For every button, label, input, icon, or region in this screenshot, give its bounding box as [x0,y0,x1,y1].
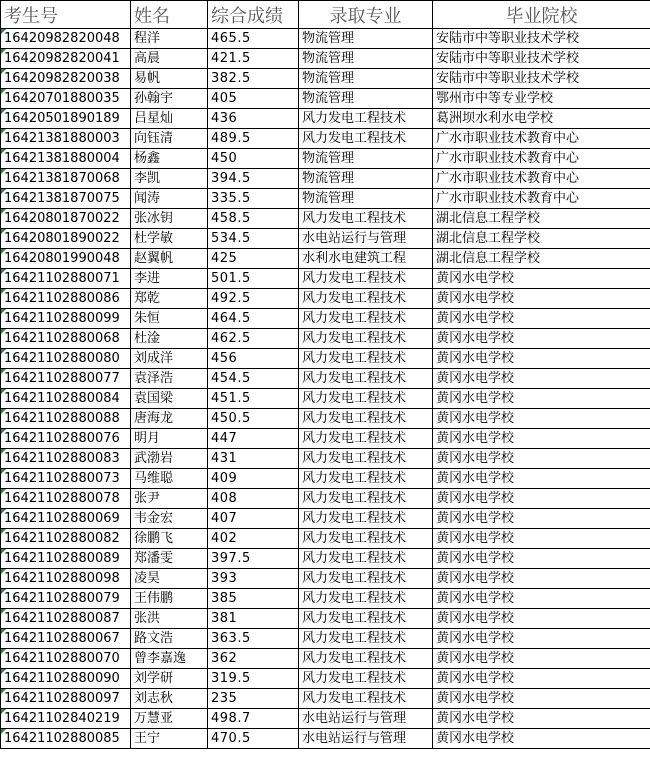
score-cell[interactable]: 489.5 [208,129,299,149]
major-cell[interactable]: 风力发电工程技术 [299,549,433,569]
name-cell[interactable]: 吕星灿 [131,109,208,129]
table-row[interactable] [1,309,650,329]
school-cell[interactable]: 广水市职业技术教育中心 [433,149,650,169]
score-cell[interactable]: 465.5 [208,29,299,49]
major-cell[interactable]: 水利水电建筑工程 [299,249,433,269]
school-cell[interactable]: 广水市职业技术教育中心 [433,189,650,209]
table-row[interactable] [1,609,650,629]
header-school: 毕业院校 [433,1,650,29]
school-cell[interactable]: 广水市职业技术教育中心 [433,129,650,149]
table-row[interactable] [1,229,650,249]
table-row[interactable] [1,709,650,729]
name-cell[interactable]: 徐鹏飞 [131,529,208,549]
score-cell[interactable]: 451.5 [208,389,299,409]
score-cell[interactable]: 436 [208,109,299,129]
exam-id-cell[interactable]: 16421102880083 [1,449,131,469]
school-cell[interactable]: 安陆市中等职业技术学校 [433,29,650,49]
score-cell[interactable]: 470.5 [208,729,299,749]
major-cell[interactable]: 风力发电工程技术 [299,589,433,609]
score-cell[interactable]: 447 [208,429,299,449]
table-row[interactable] [1,569,650,589]
exam-id-cell[interactable]: 16420801890022 [1,229,131,249]
table-row[interactable] [1,649,650,669]
exam-id-cell[interactable]: 16421102880073 [1,469,131,489]
exam-id-cell[interactable]: 16421102880076 [1,429,131,449]
score-cell[interactable]: 421.5 [208,49,299,69]
exam-id-cell[interactable]: 16421102880087 [1,609,131,629]
name-cell[interactable]: 李进 [131,269,208,289]
header-row [1,1,650,29]
name-cell[interactable]: 张尹 [131,489,208,509]
table-row[interactable] [1,189,650,209]
score-cell[interactable]: 381 [208,609,299,629]
major-cell[interactable]: 风力发电工程技术 [299,489,433,509]
table-row[interactable] [1,29,650,49]
table-row[interactable] [1,269,650,289]
header-name: 姓名 [131,1,208,29]
score-cell[interactable]: 492.5 [208,289,299,309]
exam-id-cell[interactable]: 16421102880099 [1,309,131,329]
score-cell[interactable]: 407 [208,509,299,529]
major-cell[interactable]: 风力发电工程技术 [299,369,433,389]
name-cell[interactable]: 韦金宏 [131,509,208,529]
score-cell[interactable]: 363.5 [208,629,299,649]
table-row[interactable] [1,689,650,709]
table-row[interactable] [1,729,650,749]
name-cell[interactable]: 袁国梁 [131,389,208,409]
score-cell[interactable]: 456 [208,349,299,369]
exam-id-cell[interactable]: 16421102880070 [1,649,131,669]
exam-id-cell[interactable]: 16421102880086 [1,289,131,309]
school-cell[interactable]: 黄冈水电学校 [433,389,650,409]
header-score: 综合成绩 [208,1,299,29]
table-row[interactable] [1,529,650,549]
score-cell[interactable]: 450 [208,149,299,169]
exam-id-cell[interactable]: 16421381880004 [1,149,131,169]
major-cell[interactable]: 水电站运行与管理 [299,709,433,729]
school-cell[interactable]: 黄冈水电学校 [433,629,650,649]
score-cell[interactable]: 402 [208,529,299,549]
table-row[interactable] [1,449,650,469]
name-cell[interactable]: 高晨 [131,49,208,69]
table-row[interactable] [1,249,650,269]
exam-id-cell[interactable]: 16421102880079 [1,589,131,609]
name-cell[interactable]: 孙翰宇 [131,89,208,109]
name-cell[interactable]: 杜淦 [131,329,208,349]
school-cell[interactable]: 黄冈水电学校 [433,469,650,489]
school-cell[interactable]: 黄冈水电学校 [433,549,650,569]
major-cell[interactable]: 物流管理 [299,49,433,69]
score-cell[interactable]: 382.5 [208,69,299,89]
table-row[interactable] [1,329,650,349]
school-cell[interactable]: 安陆市中等职业技术学校 [433,49,650,69]
exam-id-cell[interactable]: 16420801870022 [1,209,131,229]
major-cell[interactable]: 风力发电工程技术 [299,529,433,549]
exam-id-cell[interactable]: 16421102880067 [1,629,131,649]
name-cell[interactable]: 凌昊 [131,569,208,589]
exam-id-cell[interactable]: 16421102880089 [1,549,131,569]
name-cell[interactable]: 刘成洋 [131,349,208,369]
school-cell[interactable]: 湖北信息工程学校 [433,209,650,229]
major-cell[interactable]: 风力发电工程技术 [299,669,433,689]
major-cell[interactable]: 风力发电工程技术 [299,329,433,349]
school-cell[interactable]: 安陆市中等职业技术学校 [433,69,650,89]
score-cell[interactable]: 431 [208,449,299,469]
name-cell[interactable]: 向钰清 [131,129,208,149]
exam-id-cell[interactable]: 16421381870075 [1,189,131,209]
major-cell[interactable]: 水电站运行与管理 [299,729,433,749]
school-cell[interactable]: 黄冈水电学校 [433,649,650,669]
school-cell[interactable]: 黄冈水电学校 [433,449,650,469]
score-cell[interactable]: 362 [208,649,299,669]
name-cell[interactable]: 王伟鹏 [131,589,208,609]
name-cell[interactable]: 李凯 [131,169,208,189]
exam-id-cell[interactable]: 16421102880098 [1,569,131,589]
table-row[interactable] [1,489,650,509]
name-cell[interactable]: 郑潘雯 [131,549,208,569]
score-cell[interactable]: 394.5 [208,169,299,189]
score-cell[interactable]: 405 [208,89,299,109]
major-cell[interactable]: 风力发电工程技术 [299,429,433,449]
exam-id-cell[interactable]: 16421102880085 [1,729,131,749]
school-cell[interactable]: 黄冈水电学校 [433,529,650,549]
table-row[interactable] [1,89,650,109]
name-cell[interactable]: 杜学敏 [131,229,208,249]
score-cell[interactable]: 464.5 [208,309,299,329]
school-cell[interactable]: 湖北信息工程学校 [433,229,650,249]
exam-id-cell[interactable]: 16421102880071 [1,269,131,289]
score-cell[interactable]: 501.5 [208,269,299,289]
name-cell[interactable]: 程洋 [131,29,208,49]
header-major: 录取专业 [299,1,433,29]
exam-id-cell[interactable]: 16421381880003 [1,129,131,149]
school-cell[interactable]: 湖北信息工程学校 [433,249,650,269]
name-cell[interactable]: 闻涛 [131,189,208,209]
score-cell[interactable]: 409 [208,469,299,489]
score-cell[interactable]: 450.5 [208,409,299,429]
score-cell[interactable]: 319.5 [208,669,299,689]
table-row[interactable] [1,49,650,69]
school-cell[interactable]: 黄冈水电学校 [433,269,650,289]
exam-id-cell[interactable]: 16420701880035 [1,89,131,109]
school-cell[interactable]: 黄冈水电学校 [433,509,650,529]
major-cell[interactable]: 风力发电工程技术 [299,289,433,309]
name-cell[interactable]: 朱恒 [131,309,208,329]
school-cell[interactable]: 黄冈水电学校 [433,409,650,429]
table-row[interactable] [1,669,650,689]
major-cell[interactable]: 风力发电工程技术 [299,209,433,229]
school-cell[interactable]: 黄冈水电学校 [433,689,650,709]
school-cell[interactable]: 黄冈水电学校 [433,489,650,509]
table-row[interactable] [1,549,650,569]
name-cell[interactable]: 张冰钥 [131,209,208,229]
major-cell[interactable]: 风力发电工程技术 [299,569,433,589]
score-cell[interactable]: 458.5 [208,209,299,229]
major-cell[interactable]: 风力发电工程技术 [299,629,433,649]
major-cell[interactable]: 水电站运行与管理 [299,229,433,249]
table-row[interactable] [1,469,650,489]
school-cell[interactable]: 黄冈水电学校 [433,289,650,309]
school-cell[interactable]: 黄冈水电学校 [433,329,650,349]
major-cell[interactable]: 风力发电工程技术 [299,469,433,489]
table-row[interactable] [1,349,650,369]
name-cell[interactable]: 袁泽浩 [131,369,208,389]
school-cell[interactable]: 黄冈水电学校 [433,349,650,369]
exam-id-cell[interactable]: 16421102880084 [1,389,131,409]
exam-id-cell[interactable]: 16421102880088 [1,409,131,429]
school-cell[interactable]: 黄冈水电学校 [433,709,650,729]
table-row[interactable] [1,209,650,229]
name-cell[interactable]: 刘学研 [131,669,208,689]
school-cell[interactable]: 葛洲坝水利水电学校 [433,109,650,129]
score-cell[interactable]: 335.5 [208,189,299,209]
school-cell[interactable]: 广水市职业技术教育中心 [433,169,650,189]
table-row[interactable] [1,149,650,169]
name-cell[interactable]: 王宁 [131,729,208,749]
name-cell[interactable]: 路文浩 [131,629,208,649]
exam-id-cell[interactable]: 16420501890189 [1,109,131,129]
exam-id-cell[interactable]: 16421102880082 [1,529,131,549]
name-cell[interactable]: 赵翼帆 [131,249,208,269]
exam-id-cell[interactable]: 16421102840219 [1,709,131,729]
major-cell[interactable]: 物流管理 [299,189,433,209]
score-cell[interactable]: 454.5 [208,369,299,389]
table-row[interactable] [1,509,650,529]
school-cell[interactable]: 黄冈水电学校 [433,609,650,629]
score-cell[interactable]: 498.7 [208,709,299,729]
major-cell[interactable]: 风力发电工程技术 [299,129,433,149]
major-cell[interactable]: 风力发电工程技术 [299,649,433,669]
score-cell[interactable]: 393 [208,569,299,589]
score-cell[interactable]: 534.5 [208,229,299,249]
name-cell[interactable]: 马维聪 [131,469,208,489]
table-row[interactable] [1,369,650,389]
exam-id-cell[interactable]: 16421102880080 [1,349,131,369]
exam-id-cell[interactable]: 16421102880097 [1,689,131,709]
school-cell[interactable]: 黄冈水电学校 [433,369,650,389]
name-cell[interactable]: 郑乾 [131,289,208,309]
exam-id-cell[interactable]: 16421381870068 [1,169,131,189]
header-exam-id: 考生号 [1,1,131,29]
major-cell[interactable]: 风力发电工程技术 [299,409,433,429]
table-row[interactable] [1,429,650,449]
score-cell[interactable]: 425 [208,249,299,269]
table-row[interactable] [1,129,650,149]
score-cell[interactable]: 408 [208,489,299,509]
name-cell[interactable]: 刘志秋 [131,689,208,709]
major-cell[interactable]: 物流管理 [299,69,433,89]
table-row[interactable] [1,169,650,189]
school-cell[interactable]: 黄冈水电学校 [433,429,650,449]
exam-id-cell[interactable]: 16421102880077 [1,369,131,389]
school-cell[interactable]: 黄冈水电学校 [433,589,650,609]
exam-id-cell[interactable]: 16420982820041 [1,49,131,69]
major-cell[interactable]: 物流管理 [299,29,433,49]
major-cell[interactable]: 物流管理 [299,169,433,189]
table-row[interactable] [1,289,650,309]
name-cell[interactable]: 杨鑫 [131,149,208,169]
table-body [1,29,650,749]
major-cell[interactable]: 风力发电工程技术 [299,109,433,129]
score-cell[interactable]: 397.5 [208,549,299,569]
school-cell[interactable]: 黄冈水电学校 [433,729,650,749]
major-cell[interactable]: 风力发电工程技术 [299,349,433,369]
name-cell[interactable]: 张洪 [131,609,208,629]
table-row[interactable] [1,69,650,89]
major-cell[interactable]: 物流管理 [299,149,433,169]
major-cell[interactable]: 风力发电工程技术 [299,609,433,629]
exam-id-cell[interactable]: 16421102880069 [1,509,131,529]
school-cell[interactable]: 黄冈水电学校 [433,309,650,329]
exam-id-cell[interactable]: 16420982820048 [1,29,131,49]
major-cell[interactable]: 物流管理 [299,89,433,109]
exam-id-cell[interactable]: 16421102880078 [1,489,131,509]
exam-id-cell[interactable]: 16420982820038 [1,69,131,89]
table-row[interactable] [1,389,650,409]
name-cell[interactable]: 武渤岩 [131,449,208,469]
exam-id-cell[interactable]: 16420801990048 [1,249,131,269]
school-cell[interactable]: 鄂州市中等专业学校 [433,89,650,109]
table-row[interactable] [1,629,650,649]
major-cell[interactable]: 风力发电工程技术 [299,269,433,289]
major-cell[interactable]: 风力发电工程技术 [299,509,433,529]
major-cell[interactable]: 风力发电工程技术 [299,449,433,469]
school-cell[interactable]: 黄冈水电学校 [433,669,650,689]
name-cell[interactable]: 曾李嘉逸 [131,649,208,669]
table-row[interactable] [1,589,650,609]
major-cell[interactable]: 风力发电工程技术 [299,689,433,709]
table-row[interactable] [1,109,650,129]
exam-id-cell[interactable]: 16421102880068 [1,329,131,349]
score-cell[interactable]: 385 [208,589,299,609]
major-cell[interactable]: 风力发电工程技术 [299,389,433,409]
exam-id-cell[interactable]: 16421102880090 [1,669,131,689]
major-cell[interactable]: 风力发电工程技术 [299,309,433,329]
school-cell[interactable]: 黄冈水电学校 [433,569,650,589]
score-cell[interactable]: 462.5 [208,329,299,349]
score-cell[interactable]: 235 [208,689,299,709]
name-cell[interactable]: 万慧亚 [131,709,208,729]
name-cell[interactable]: 易帆 [131,69,208,89]
name-cell[interactable]: 唐海龙 [131,409,208,429]
table-row[interactable] [1,409,650,429]
name-cell[interactable]: 明月 [131,429,208,449]
